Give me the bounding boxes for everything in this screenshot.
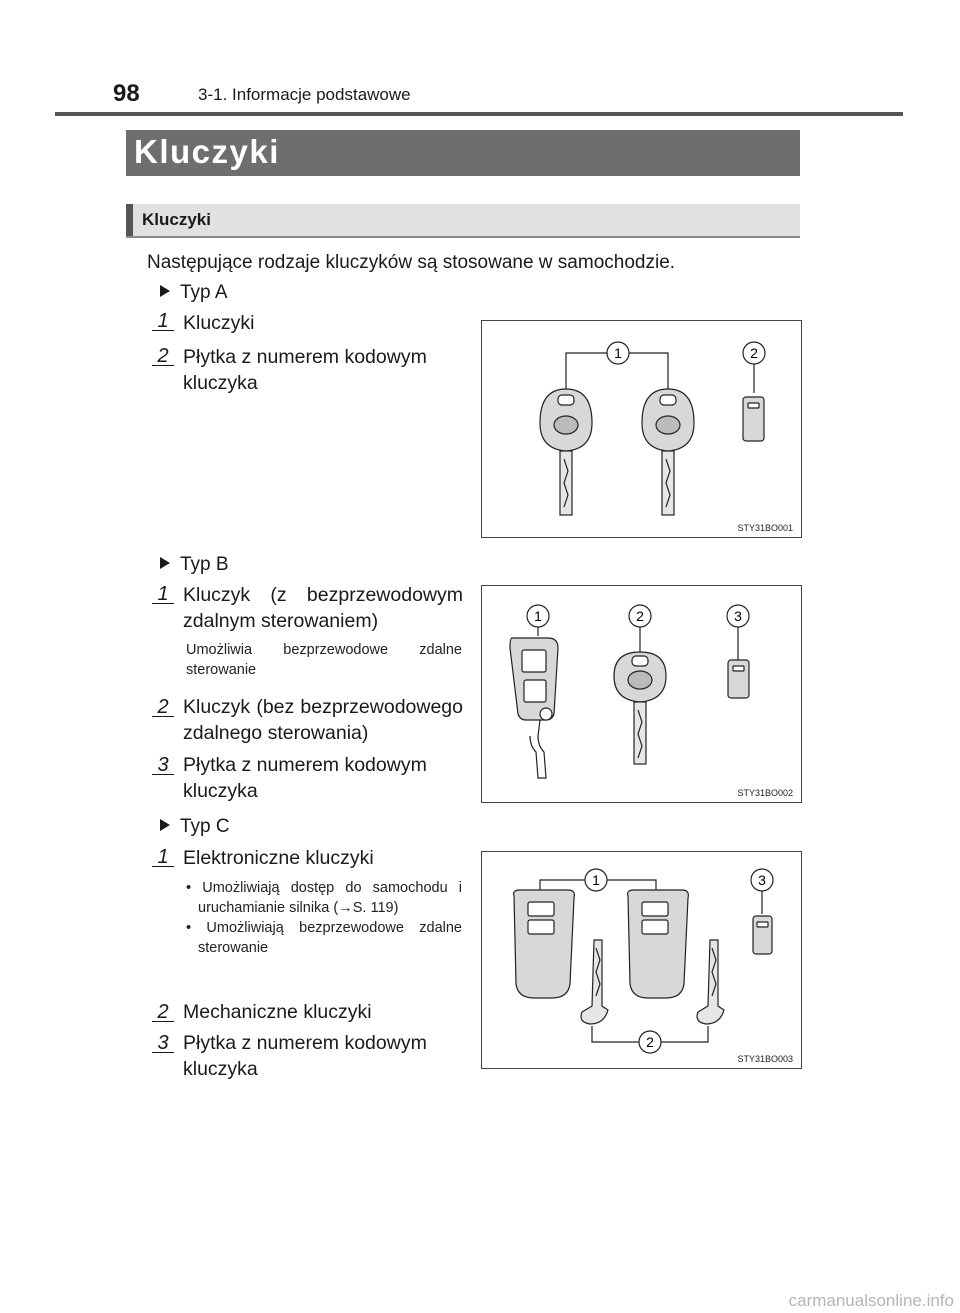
callout-2: 2: [750, 345, 758, 361]
subheading: Kluczyki: [142, 210, 211, 229]
section-title: 3-1. Informacje podstawowe: [198, 85, 411, 104]
keys-type-a-illustration: [482, 321, 801, 537]
page-number: 98: [113, 80, 140, 107]
item-number: 1: [152, 585, 174, 604]
figure-code: STY31BO002: [737, 788, 793, 798]
type-a-label: Typ A: [180, 282, 228, 303]
figure-type-c: [481, 851, 802, 1069]
subheading-bar: [126, 204, 133, 236]
type-b-item-3: Płytka z numerem kodowym kluczyka: [183, 754, 427, 802]
type-c-item-1-bullets: [186, 878, 462, 958]
triangle-bullet-icon: [160, 557, 170, 569]
callout-2: 2: [646, 1034, 654, 1050]
figure-code: STY31BO001: [737, 523, 793, 533]
keys-type-b-illustration: [482, 586, 801, 802]
triangle-bullet-icon: [160, 285, 170, 297]
intro-text: Następujące rodzaje kluczyków są stosowane w samochodzie.: [147, 252, 676, 273]
figure-code: STY31BO003: [737, 1054, 793, 1064]
figure-type-b: [481, 585, 802, 803]
type-b-heading: [160, 554, 229, 576]
type-c-heading: [160, 816, 230, 838]
bullet-item: • Umożliwiają dostęp do samochodu i uruchamianie silnika (→S. 119): [186, 880, 462, 916]
page-title: Kluczyki: [134, 133, 280, 170]
triangle-bullet-icon: [160, 819, 170, 831]
watermark: carmanualsonline.info: [788, 1291, 954, 1310]
type-c-label: Typ C: [180, 816, 230, 837]
type-b-item-1: Kluczyk (z bezprzewodowym zdalnym sterowaniem): [183, 584, 463, 632]
keys-type-c-illustration: [482, 852, 801, 1068]
type-a-item-2: Płytka z numerem kodowym kluczyka: [183, 346, 427, 394]
callout-3: 3: [758, 872, 766, 888]
figure-type-a: [481, 320, 802, 538]
item-number: 1: [152, 312, 174, 331]
type-c-item-2: Mechaniczne kluczyki: [183, 1001, 372, 1023]
type-a-item-1: Kluczyki: [183, 312, 255, 334]
type-c-item-3: Płytka z numerem kodowym kluczyka: [183, 1032, 427, 1080]
item-number: 1: [152, 848, 174, 867]
callout-1: 1: [592, 872, 600, 888]
callout-2: 2: [636, 608, 644, 624]
item-number: 2: [152, 347, 174, 366]
bullet-item: • Umożliwiają bezprzewodowe zdalne sterowanie: [186, 920, 462, 956]
header-rule: [55, 112, 903, 116]
callout-1: 1: [534, 608, 542, 624]
type-b-label: Typ B: [180, 554, 229, 575]
item-number: 2: [152, 1003, 174, 1022]
item-number: 3: [152, 1034, 174, 1053]
title-band: [126, 130, 800, 176]
type-a-heading: [160, 282, 228, 304]
item-number: 3: [152, 756, 174, 775]
type-b-item-1-note: Umożliwia bezprzewodowe zdalne sterowanie: [186, 642, 462, 678]
subheading-band: [126, 204, 800, 238]
type-b-item-2: Kluczyk (bez bezprzewodowego zdalnego sterowania): [183, 696, 463, 744]
type-c-item-1: Elektroniczne kluczyki: [183, 847, 374, 869]
item-number: 2: [152, 698, 174, 717]
callout-3: 3: [734, 608, 742, 624]
callout-1: 1: [614, 345, 622, 361]
